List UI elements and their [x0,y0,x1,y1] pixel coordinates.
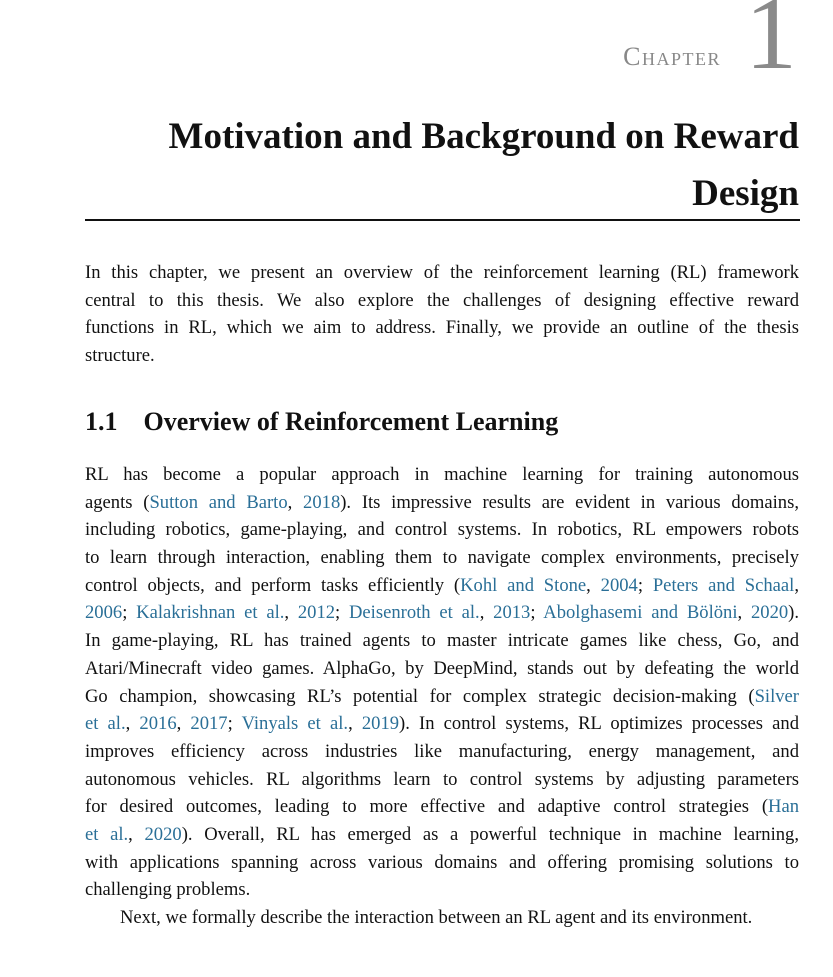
citation-link[interactable]: 2012 [297,602,336,624]
text-segment: ; [335,602,349,624]
text-segment: , [176,713,191,735]
text-segment: RL has become a popular approach in machine learning for training autonomous [85,464,799,485]
text-segment: agents ( [85,491,150,513]
citation-link[interactable]: 2020 [750,602,789,624]
text-segment: functions in RL, which we aim to address. Finally, we provide an outline of the thesis [85,317,799,339]
text-segment: ; [530,602,544,624]
text-line [85,683,799,711]
intro-paragraph [85,259,799,370]
text-line [85,849,799,877]
text-segment: , [737,602,751,624]
section-number: 1.1 [85,407,118,436]
text-segment: , [128,823,145,845]
text-line [85,544,799,572]
text-segment: autonomous vehicles. RL algorithms learn to control systems by adjusting parameters [85,768,799,790]
section-title: Overview of Reinforcement Learning [143,407,559,436]
text-segment: central to this thesis. We also explore the challenges of designing effective reward [85,289,799,311]
citation-link[interactable]: 2017 [190,713,228,735]
text-line [85,572,799,600]
citation-link[interactable]: 2006 [85,602,123,624]
text-line [85,793,799,821]
text-segment: , [479,602,494,624]
text-segment: including robotics, game-playing, and control systems. In robotics, RL empowers robots [85,519,799,541]
text-line [85,342,799,370]
text-segment: ). [788,602,799,624]
text-segment: structure. [85,345,155,367]
citation-link[interactable]: 2020 [144,823,182,845]
citation-link[interactable]: Deisenroth et al. [349,602,480,624]
citation-link[interactable]: Sutton and Barto [149,491,288,513]
text-line [85,287,799,315]
text-line [85,516,799,544]
citation-link[interactable]: Kalakrishnan et al. [136,602,285,624]
citation-link[interactable]: 2013 [493,602,531,624]
text-line [85,259,799,287]
citation-link[interactable]: Silver [754,685,799,707]
chapter-title: Motivation and Background on Reward Design [168,116,799,214]
citation-link[interactable]: 2004 [600,574,638,596]
text-segment: control objects, and perform tasks efficiently ( [85,574,461,596]
text-segment: to learn through interaction, enabling them to navigate complex environments, precisely [85,547,799,569]
text-segment: ). Its impressive results are evident in various domains, [340,491,799,513]
title-rule [85,219,800,221]
text-segment: ; [637,574,653,596]
text-line [85,461,799,489]
citation-link[interactable]: Abolghasemi and Bölöni [543,602,738,624]
text-segment: ; [227,713,242,735]
citation-link[interactable]: Han [768,796,799,818]
text-segment: ). Overall, RL has emerged as a powerful technique in machine learning, [181,823,799,845]
text-segment: In this chapter, we present an overview of the reinforcement learning (RL) framework [85,262,799,283]
text-line [85,766,799,794]
body-paragraph [85,461,799,932]
text-line [85,904,799,932]
text-segment: , [287,491,304,513]
text-line [85,314,799,342]
text-line [85,710,799,738]
text-segment: In game-playing, RL has trained agents to master intricate games like chess, Go, and [85,630,799,652]
text-line [85,489,799,517]
citation-link[interactable]: et al. [85,713,126,735]
text-segment: ). In control systems, RL optimizes processes and [399,713,799,735]
section-heading [85,407,558,437]
citation-link[interactable]: et al. [85,823,129,845]
text-segment: , [284,602,298,624]
text-line [85,599,799,627]
text-segment: challenging problems. [85,879,251,901]
text-segment: for desired outcomes, leading to more effective and adaptive control strategies ( [85,796,769,818]
citation-link[interactable]: 2016 [139,713,177,735]
citation-link[interactable]: Peters and Schaal [652,574,795,596]
text-line [85,876,799,904]
text-segment: , [794,574,799,596]
citation-link[interactable]: Vinyals et al. [241,713,349,735]
text-segment: ; [122,602,137,624]
text-segment: , [125,713,140,735]
text-line [85,821,799,849]
citation-link[interactable]: 2018 [303,491,341,513]
text-segment: Atari/Minecraft video games. AlphaGo, by DeepMind, stands out by defeating the world [85,657,799,679]
chapter-number: 1 [745,0,797,91]
text-line [85,627,799,655]
chapter-label: Chapter [623,42,721,71]
text-segment: Go champion, showcasing RL’s potential for complex strategic decision-making ( [85,685,755,707]
text-segment: Next, we formally describe the interaction between an RL agent and its environment. [120,907,753,928]
text-segment: , [586,574,601,596]
text-segment: with applications spanning across various domains and offering promising solutions to [85,851,799,873]
chapter-heading [623,0,797,91]
text-line [85,738,799,766]
text-line [85,655,799,683]
text-segment: improves efficiency across industries like manufacturing, energy management, and [85,740,799,762]
citation-link[interactable]: Kohl and Stone [460,574,587,596]
citation-link[interactable]: 2019 [361,713,400,735]
text-segment: , [348,713,362,735]
